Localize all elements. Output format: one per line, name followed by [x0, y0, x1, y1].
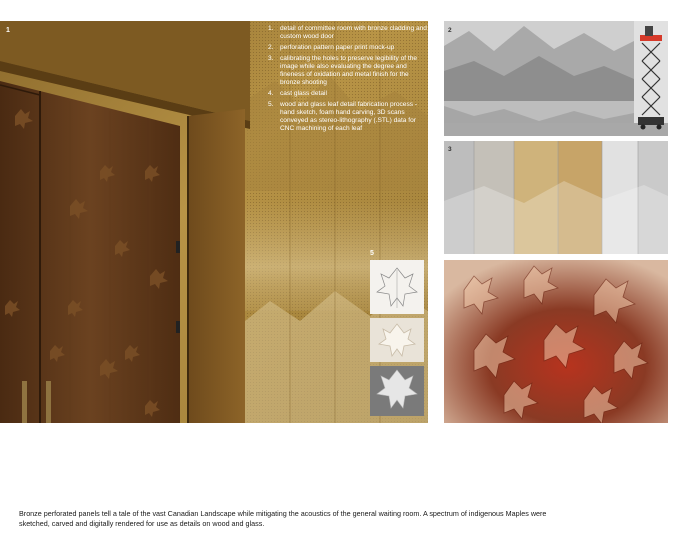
cast-glass-detail-photo	[444, 260, 668, 423]
caption-list	[268, 25, 428, 136]
caption-item: 4. cast glass detail	[268, 90, 327, 98]
perforation-calibration-photo	[444, 141, 668, 254]
figure-number-1: 1	[6, 27, 10, 34]
figure-number-3: 3	[448, 146, 452, 153]
figure-number-2: 2	[448, 27, 452, 34]
leaf-process-strip	[370, 258, 424, 418]
caption-item: 1. detail of committee room with bronze cladding and custom wood door	[268, 25, 427, 40]
figure-number-5: 5	[370, 250, 374, 257]
perforation-mockup-photo	[444, 21, 668, 136]
project-description: Bronze perforated panels tell a tale of the vast Canadian Landscape while mitigating the acoustics of the general waiting room. A spectrum of indigenous Maples were sketched, carved and digitally rendered for use as details on wood and glass.	[19, 509, 547, 529]
caption-item: 5. wood and glass leaf detail fabrication process - hand sketch, foam hand carving, 3D scans conveyed as stereo-lithography (.STL) data for CNC machining of each leaf	[268, 101, 418, 133]
caption-item: 3. calibrating the holes to preserve legibility of the image while also evaluating the degree and fineness of oxidation and metal finish for the bronze shooting	[268, 55, 418, 87]
caption-item: 2. perforation pattern paper print mock-up	[268, 44, 395, 52]
